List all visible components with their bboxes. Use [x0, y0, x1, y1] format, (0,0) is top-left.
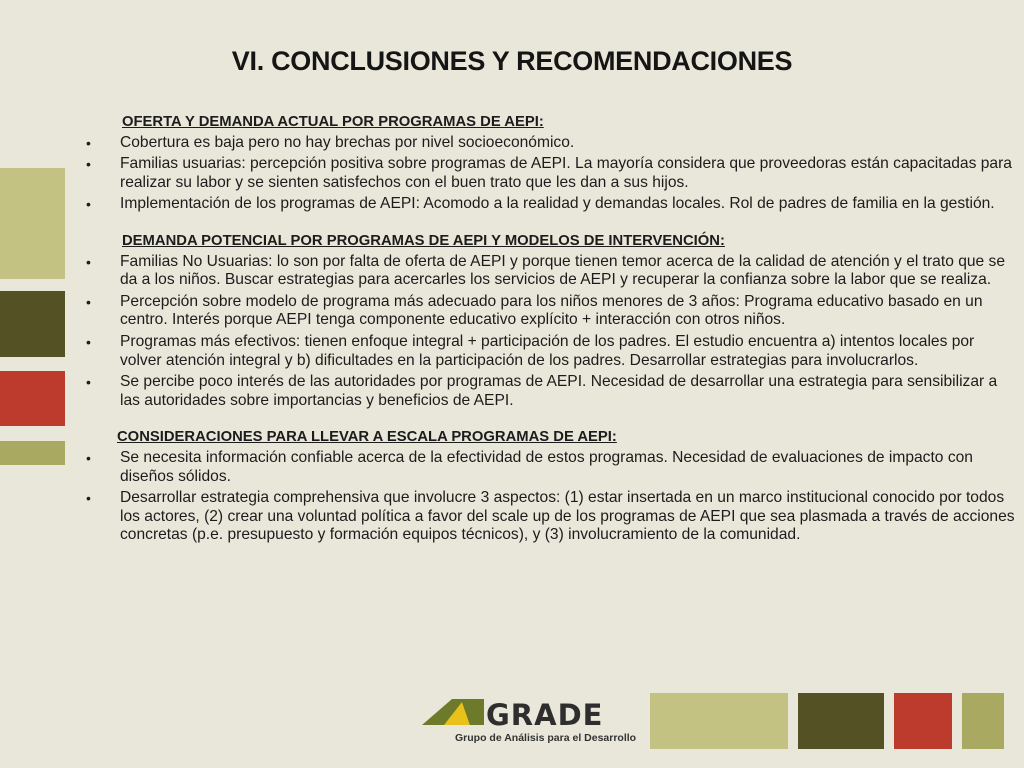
bullet-icon: • [86, 156, 91, 173]
bullet-icon: • [86, 490, 91, 507]
list-item-text: Se necesita información confiable acerca de la efectividad de estos programas. Necesidad de evaluaciones de impacto con diseños sólidos. [120, 448, 973, 485]
list-item [86, 195, 1018, 214]
bottom-block-red [894, 693, 952, 749]
bottom-block-light-olive [650, 693, 788, 749]
list-item [86, 373, 1018, 410]
logo-name: GRADE [486, 698, 604, 732]
bottom-block-dark-olive [798, 693, 884, 749]
list-item [86, 253, 1018, 290]
list-item [86, 134, 1018, 153]
slide-title: VI. CONCLUSIONES Y RECOMENDACIONES [231, 46, 793, 76]
bullet-icon: • [86, 196, 91, 213]
list-item [86, 489, 1018, 545]
section-heading-demanda [122, 232, 1018, 251]
list-item-text: Familias usuarias: percepción positiva sobre programas de AEPI. La mayoría considera que proveedoras están capacitadas para realizar su labor y se sienten satisfechos con el buen trato que les dan a sus hijos. [120, 155, 1012, 191]
decorative-block-olive [0, 441, 65, 465]
section-heading-colon: : [719, 232, 725, 249]
bullet-icon: • [86, 449, 91, 466]
bullet-icon: • [86, 134, 91, 151]
bullet-icon: • [86, 374, 91, 391]
bullet-icon: • [86, 253, 91, 270]
list-item-text: Programas más efectivos: tienen enfoque integral + participación de los padres. El estudio encuentra a) intentos locales por volver atención integral y b) dificultades en la participación de los padres. Desarrollar estrategias para involucrarlos. [120, 332, 975, 369]
section-heading-text: CONSIDERACIONES PARA LLEVAR A ESCALA PROGRAMAS DE AEPI: [117, 429, 617, 446]
bullet-icon: • [86, 333, 91, 350]
list-item-text: Percepción sobre modelo de programa más adecuado para los niños menores de 3 años: Programa educativo basado en un centro. Interés porque AEPI tenga componente educativo explícito + interacción con otros niños. [120, 292, 983, 329]
logo-subtitle: Grupo de Análisis para el Desarrollo [455, 732, 637, 744]
list-item-text: Familias No Usuarias: lo son por falta de oferta de AEPI y porque tienen temor acerca de la calidad de atención y el trato que se da a los niños. Buscar estrategias para acercarles los servicios de AEPI y recuperar la confianza sobre la labor que se realiza. [120, 252, 1006, 289]
decorative-block-light-olive [0, 168, 65, 279]
decorative-block-dark-olive [0, 291, 65, 357]
bullet-list-consideraciones [86, 449, 1018, 545]
section-heading-colon: : [538, 114, 544, 130]
bullet-list-oferta [86, 134, 1018, 214]
list-item-text: Implementación de los programas de AEPI: Acomodo a la realidad y demandas locales. Rol de padres de familia en la gestión. [120, 195, 995, 213]
list-item-text: Cobertura es baja pero no hay brechas por nivel socioeconómico. [120, 133, 575, 151]
slide-content [86, 113, 1018, 548]
section-heading-text: DEMANDA POTENCIAL POR PROGRAMAS DE AEPI Y MODELOS DE INTERVENCIÓN [122, 232, 720, 249]
list-item-text: Se percibe poco interés de las autoridades por programas de AEPI. Necesidad de desarrollar una estrategia para sensibilizar a las autoridades sobre importancias y beneficios de AEPI. [120, 373, 998, 409]
list-item [86, 155, 1018, 192]
decorative-block-red [0, 371, 65, 426]
section-heading-text: OFERTA Y DEMANDA ACTUAL POR PROGRAMAS DE AEPI [122, 114, 539, 130]
list-item [86, 333, 1018, 370]
bullet-icon: • [86, 293, 91, 310]
bullet-list-demanda [86, 253, 1018, 411]
section-heading-oferta [122, 113, 1018, 132]
grade-logo [420, 694, 640, 750]
section-heading-consideraciones [117, 428, 1018, 447]
bottom-block-olive [962, 693, 1004, 749]
list-item-text: Desarrollar estrategia comprehensiva que involucre 3 aspectos: (1) estar insertada en un marco institucional conocido por todos los actores, (2) crear una voluntad política a favor del scale up de los programas de AEPI que sea plasmada a través de acciones concretas (p.e. presupuesto y formación equipos técnicos), y (3) involucramiento de la comunidad. [120, 489, 1015, 544]
grade-logo-mark-icon [422, 698, 484, 726]
list-item [86, 449, 1018, 486]
list-item [86, 293, 1018, 330]
